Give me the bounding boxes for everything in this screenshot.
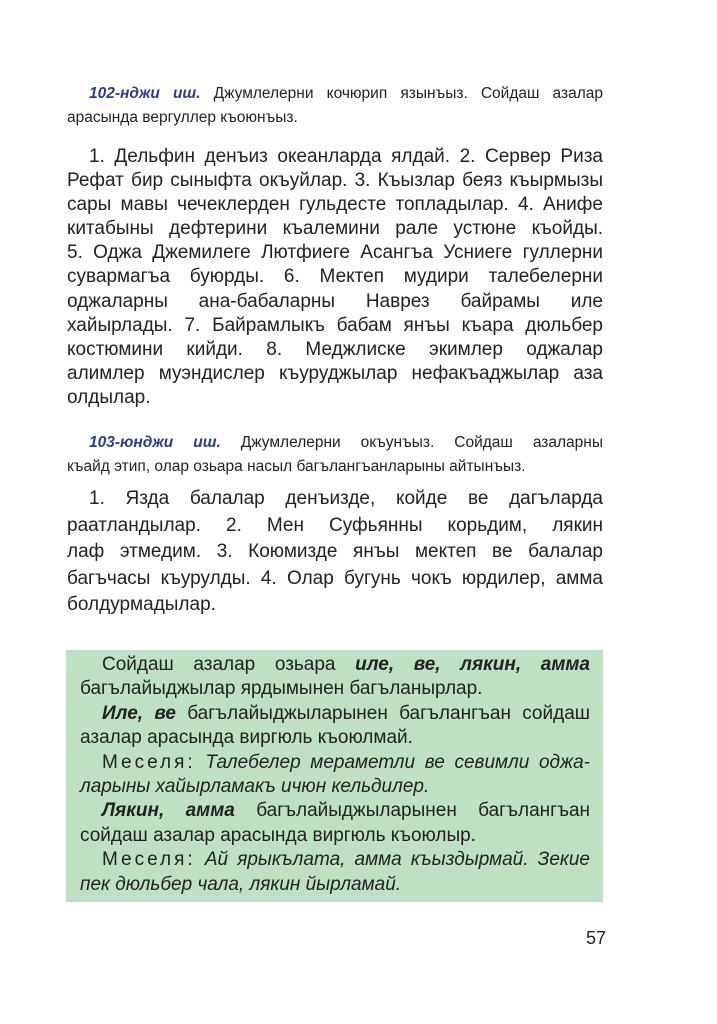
text-line [80,873,590,897]
text-segment: иле, ве, лякин, амма [355,654,591,675]
text-segment: багълайыджылар ярдымынен багъланырлар. [80,678,483,700]
text-line [67,362,603,386]
text-line [67,513,603,540]
text-line [80,751,590,775]
text-segment: 1. Язда балалар денъизде, койде ве дагъларда [89,488,603,509]
text-line [67,290,603,314]
text-segment: багълайыджыларынен багълангъан [234,800,590,822]
text-segment: 5. Оджа Джемилеге Лютфиеге Асангъа Усниеге гуллерни [67,242,603,264]
text-segment: къайд этип, олар озьара насыл багълангъанларыны айтынъыз. [67,457,526,475]
text-line [67,241,603,265]
text-segment: Джумлелерни кочюрип язынъыз. Сойдаш азалар [200,85,603,102]
text-segment: сойдаш азалар арасында виргюль къоюлыр. [80,824,476,846]
text-line [67,169,603,193]
text-line [67,592,603,619]
text-segment: олдылар. [67,386,151,408]
text-segment: Рефат бир сыныфта окъуйлар. 3. Къызлар беяз къырмызы [67,170,603,192]
text-line [67,486,603,513]
exercise-103-instruction [67,431,603,478]
text-line [67,217,603,241]
text-line [67,566,603,593]
text-segment: хайырлады. 7. Байрамлыкъ бабам янъы къара дюльбер [67,314,603,336]
text-segment: багълайыджыларынен багълангъан сойдаш [175,702,591,724]
text-segment: багъчасы къурулды. 4. Олар бугунь чокъ юрдилер, амма [67,567,603,589]
text-segment: Джумлелерни окъунъыз. Сойдаш азаларны [220,434,603,451]
text-line [80,848,590,872]
text-segment: сары мавы чечеклерден гульдесте топладылар. 4. Анифе [67,194,603,216]
exercise-103-sentences [67,486,603,619]
exercise-102-sentences [67,145,603,410]
text-segment: лаф этмедим. 3. Коюмизде янъы мектеп ве балалар [67,541,603,562]
text-segment: китабыны дефтерини къалемини рале устюне къойды. [67,218,603,240]
text-line [80,702,590,726]
text-line [67,106,603,130]
text-segment: Меселя: [102,849,196,871]
text-line [67,455,603,479]
text-segment: Ай ярыкълата, амма къыздырмай. Зекие [195,849,590,871]
text-segment: болдурмадылар. [67,594,216,615]
text-line [80,726,590,750]
text-line [67,193,603,217]
text-segment: Иле, ве [102,702,176,724]
text-segment: алимлер муэндислер къуруджылар нефакъаджылар аза [67,362,603,384]
text-segment: Меселя: [102,751,196,773]
text-segment: раатландылар. 2. Мен Суфьянны корьдим, лякин [67,514,603,536]
text-segment: 1. Дельфин денъиз океанларда ялдай. 2. Сервер Риза [89,146,603,167]
text-segment: Талебелер мераметли ве севимли оджа- [195,751,590,773]
text-line [80,824,590,848]
text-line [80,799,590,823]
text-segment: сувармагъа буюрды. 6. Мектеп мудири талебелерни [67,266,603,288]
text-line [67,539,603,566]
text-line [67,145,603,169]
text-line [67,386,603,410]
text-segment: ларыны хайырламакъ ичюн кельдилер. [80,776,430,798]
exercise-102-instruction [67,82,603,129]
text-segment: пек дюльбер чала, лякин йырламай. [80,873,402,895]
rule-text [80,653,590,897]
exercise-number: 103-юнджи иш. [89,434,221,451]
text-segment: арасында вергуллер къоюнъыз. [67,108,298,126]
text-segment: азалар арасында виргюль къоюлмай. [80,727,413,749]
text-segment: Сойдаш азалар озьара [102,654,356,675]
text-segment: Лякин, амма [102,800,235,822]
text-line [67,82,603,106]
exercise-number: 102-нджи иш. [89,85,201,102]
text-line [80,653,590,677]
page-number: 57 [586,928,607,948]
text-line [67,265,603,289]
text-line [67,314,603,338]
text-segment: костюмини кийди. 8. Меджлиске экимлер оджалар [67,338,603,360]
grammar-rule-box [66,650,603,902]
text-segment: оджаларны ана-бабаларны Наврез байрамы иле [67,290,603,312]
text-line [80,677,590,701]
text-line [67,431,603,455]
text-line [67,338,603,362]
text-line [80,775,590,799]
